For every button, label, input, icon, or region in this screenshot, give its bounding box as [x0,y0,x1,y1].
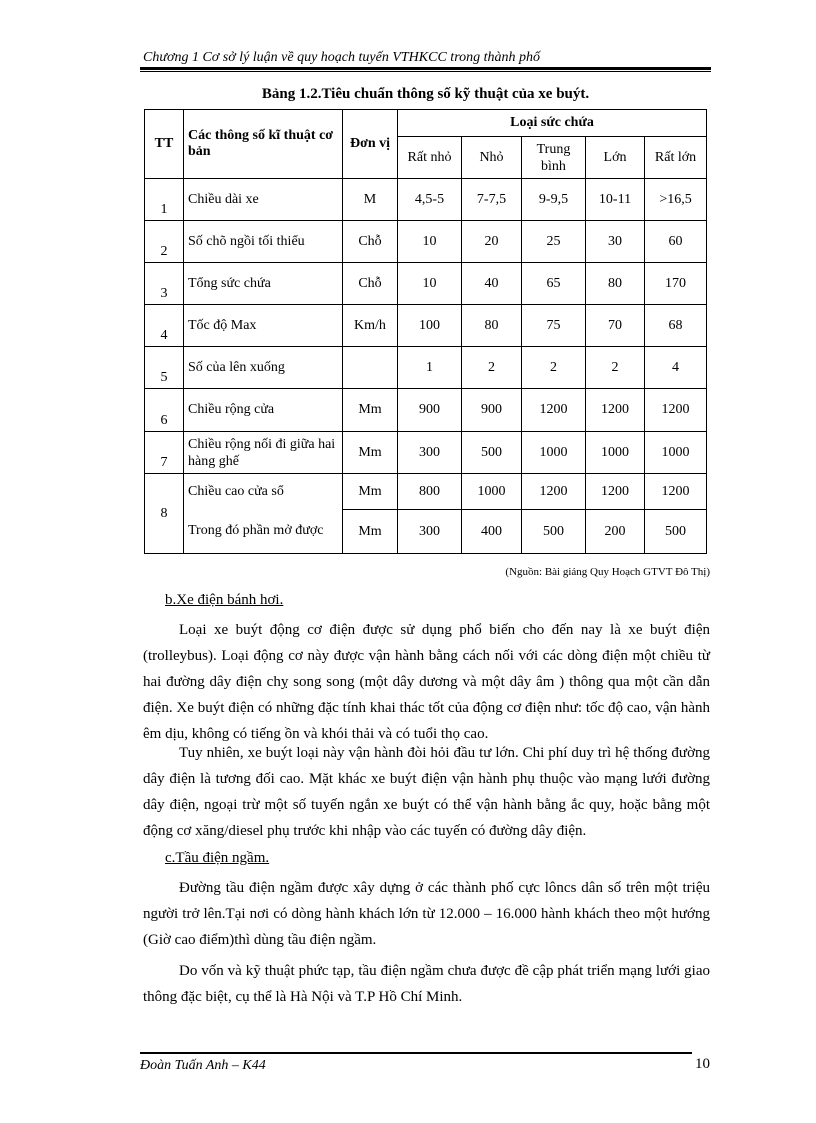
row-value: 30 [586,221,645,263]
row-value: 500 [462,432,522,474]
row-unit: Mm [343,389,398,432]
header-unit: Đơn vị [343,110,398,179]
row-unit [343,347,398,389]
footer-rule [140,1052,692,1054]
row-value: 400 [462,510,522,554]
row-tt: 5 [145,347,184,389]
row-value: 1200 [586,389,645,432]
row-unit: Km/h [343,305,398,347]
section-c-paragraph-2: Do vốn và kỹ thuật phức tạp, tầu điện ngầm chưa được đề cập phát triển mạng lưới giao thông đặc biệt, cụ thể là Hà Nội và T.P Hồ Chí Minh. [143,963,710,1005]
row-value: 200 [586,510,645,554]
row-value: 1200 [645,474,707,510]
table-row [145,305,707,347]
row-unit: Chỗ [343,221,398,263]
table-row [145,474,707,510]
header-rule-thin [140,71,711,72]
row-tt: 7 [145,432,184,474]
row-value: 80 [586,263,645,305]
row-tt: 3 [145,263,184,305]
row-value: 10 [398,221,462,263]
row-value: 2 [522,347,586,389]
row-value: 60 [645,221,707,263]
row-value: 75 [522,305,586,347]
row-unit: M [343,179,398,221]
row-param: Số chõ ngồi tối thiểu [184,221,343,263]
row-unit: Mm [343,474,398,510]
table-row [145,432,707,474]
row-param: Tổng sức chứa [184,263,343,305]
row-tt: 8 [145,474,184,554]
header-tt: TT [145,110,184,179]
row-param: Chiều rộng cửa [184,389,343,432]
section-b-paragraph-2: Tuy nhiên, xe buýt loại này vận hành đòi hỏi đầu tư lớn. Chi phí duy trì hệ thống đường dây điện là tương đối cao. Mặt khác xe buýt điện vận hành phụ thuộc vào mạng lưới đường dây điện, ngoại trừ một số tuyến ngắn xe buýt có thể vận hành bằng ắc quy, hoặc bằng một động cơ xăng/diesel phụ trước khi nhập vào các tuyến có đường dây điện. [143,745,710,839]
table-source: (Nguồn: Bài giảng Quy Hoạch GTVT Đô Thị) [505,566,710,578]
row-value: 70 [586,305,645,347]
row-value: 20 [462,221,522,263]
row-value: 10 [398,263,462,305]
chapter-header: Chương 1 Cơ sở lý luận về quy hoạch tuyến VTHKCC trong thành phố [143,50,541,65]
row-value: 1000 [645,432,707,474]
section-c-title: c.Tầu điện ngầm. [165,850,270,866]
row-value: 4 [645,347,707,389]
row-value: 170 [645,263,707,305]
row-unit: Chỗ [343,263,398,305]
row-tt: 2 [145,221,184,263]
row-value: 1200 [522,474,586,510]
row-value: 65 [522,263,586,305]
row-param: Chiều cao cửa sổ [184,474,343,510]
row-unit: Mm [343,432,398,474]
footer-author: Đoàn Tuấn Anh – K44 [140,1058,266,1073]
row-value: 300 [398,510,462,554]
row-value: 10-11 [586,179,645,221]
row-value: 500 [645,510,707,554]
header-cap-col: Nhỏ [462,137,522,179]
row-param: Số của lên xuống [184,347,343,389]
row-tt: 1 [145,179,184,221]
row-value: 800 [398,474,462,510]
table-row [145,389,707,432]
row-value: 1200 [645,389,707,432]
row-tt: 6 [145,389,184,432]
table-row [145,263,707,305]
header-cap-col: Lớn [586,137,645,179]
row-value: 900 [398,389,462,432]
row-value: 500 [522,510,586,554]
row-param: Tốc độ Max [184,305,343,347]
header-capacity: Loại sức chứa [398,110,707,137]
table-row [145,347,707,389]
header-rule [140,67,711,70]
row-value: 1000 [462,474,522,510]
row-value: 1200 [586,474,645,510]
row-unit: Mm [343,510,398,554]
row-value: 7-7,5 [462,179,522,221]
table-row [145,221,707,263]
row-tt: 4 [145,305,184,347]
row-value: 9-9,5 [522,179,586,221]
row-value: 1000 [522,432,586,474]
section-b-paragraph-1: Loại xe buýt động cơ điện được sử dụng phổ biến cho đến nay là xe buýt điện (trolleybus). Loại động cơ này được vận hành bằng cách nối với các dòng điện một chiều từ hai đường dây điện chỵ song song (một dây dương và một dây âm ) thông qua một cần dẫn điện. Xe buýt điện có những đặc tính khai thác tốt của động cơ điện như: tốc độ cao, vận hành êm dịu, không có tiếng ồn và khói thải và có tuổi thọ cao. [143,622,710,742]
table-title: Bảng 1.2.Tiêu chuẩn thông số kỹ thuật của xe buýt. [261,86,590,102]
row-value: 80 [462,305,522,347]
row-value: 40 [462,263,522,305]
row-param: Chiều dài xe [184,179,343,221]
section-b-title: b.Xe điện bánh hơi. [165,592,284,608]
row-value: 68 [645,305,707,347]
row-value: 300 [398,432,462,474]
row-value: >16,5 [645,179,707,221]
section-c-paragraph-1: Đường tầu điện ngầm được xây dựng ở các thành phố cực lôncs dân số trên một triệu người trở lên.Tại nơi có dòng hành khách lớn từ 12.000 – 16.000 hành khách theo một hướng (Giờ cao điểm)thì dùng tầu điện ngầm. [143,880,710,948]
header-param: Các thông số kĩ thuật cơ bản [184,110,343,179]
row-value: 1200 [522,389,586,432]
header-cap-col: Rất nhỏ [398,137,462,179]
header-cap-col: Rất lớn [645,137,707,179]
table-row [145,510,707,554]
row-param: Chiều rộng nối đi giữa hai hàng ghế [184,432,343,474]
row-value: 2 [586,347,645,389]
table-row [145,179,707,221]
row-value: 1 [398,347,462,389]
row-value: 900 [462,389,522,432]
row-value: 4,5-5 [398,179,462,221]
row-value: 100 [398,305,462,347]
page-number: 10 [695,1056,710,1072]
header-cap-col: Trung bình [522,137,586,179]
row-value: 1000 [586,432,645,474]
spec-table [144,109,707,554]
row-value: 2 [462,347,522,389]
row-value: 25 [522,221,586,263]
row-param: Trong đó phần mở được [184,510,343,554]
